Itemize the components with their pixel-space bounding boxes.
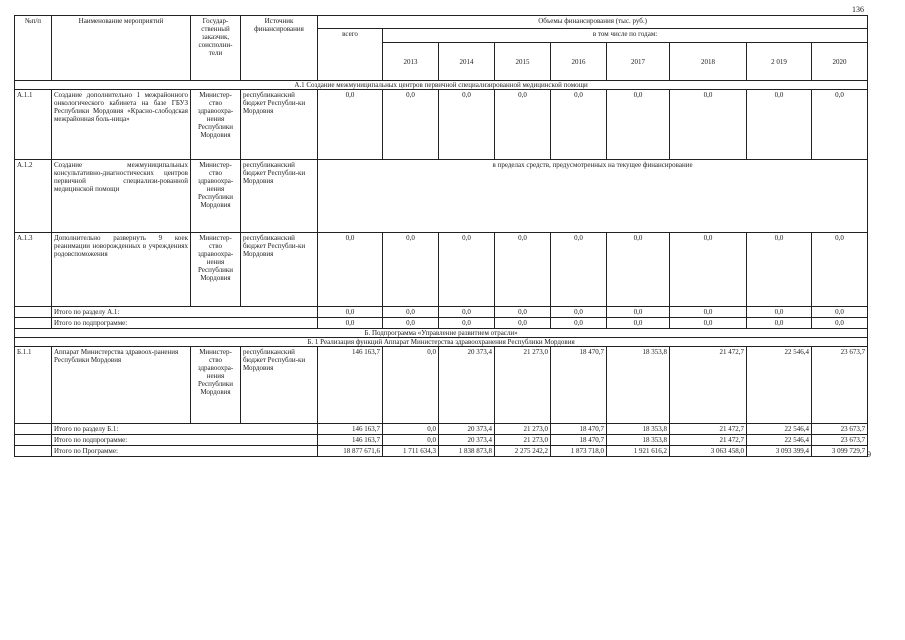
table-row [15,160,868,233]
row-name: Создание дополнительно 1 межрайонного онкологического кабинета на базе ГБУЗ Республики Мордовия «Красно-слободская межрайонная боль-ница» [52,90,191,160]
value-cell: 23 673,7 [812,347,868,424]
total-value: 0,0 [383,435,439,446]
header-source: Источник финансирования [241,16,318,81]
row-customer: Министер-ство здравоохра-нения Республики Мордовия [191,233,241,307]
header-by-years: в том числе по годам: [383,29,868,43]
value-cell: 0,0 [670,233,747,307]
row-name: Аппарат Министерства здравоох-ранения Республики Мордовия [52,347,191,424]
table-row [15,233,868,307]
empty-cell [15,424,52,435]
total-value: 1 838 873,8 [439,446,495,457]
funding-note: в пределах средств, предусмотренных на текущее финансирование [318,160,868,233]
total-value: 0,0 [551,318,607,329]
value-cell: 0,0 [318,90,383,160]
row-customer: Министер-ство здравоохра-нения Республики Мордовия [191,347,241,424]
total-label: Итого по Программе: [52,446,318,457]
year-header: 2013 [383,43,439,81]
value-cell: 0,0 [439,90,495,160]
total-value: 22 546,4 [747,435,812,446]
value-cell: 0,0 [812,233,868,307]
value-cell: 0,0 [747,233,812,307]
total-value: 21 472,7 [670,424,747,435]
value-cell: 0,0 [607,233,670,307]
row-source: республиканский бюджет Республи-ки Мордовия [241,90,318,160]
total-value: 0,0 [318,318,383,329]
year-header: 2020 [812,43,868,81]
total-row [15,435,868,446]
empty-cell [15,307,52,318]
section-b1-title: Б. 1 Реализация функций Аппарат Министерства здравоохранения Республики Мордовия [15,338,868,347]
total-value: 23 673,7 [812,435,868,446]
value-cell: 0,0 [439,233,495,307]
total-value: 0,0 [383,318,439,329]
total-value: 3 063 458,0 [670,446,747,457]
total-value: 2 275 242,2 [495,446,551,457]
header-num: №п/п [15,16,52,81]
total-value: 0,0 [670,307,747,318]
total-value: 0,0 [607,307,670,318]
total-value: 146 163,7 [318,435,383,446]
total-value: 18 877 671,6 [318,446,383,457]
row-num: А.1.3 [15,233,52,307]
value-cell: 0,0 [812,90,868,160]
header-row-1 [15,16,868,29]
value-cell: 0,0 [495,90,551,160]
year-header: 2015 [495,43,551,81]
empty-cell [15,446,52,457]
value-cell: 0,0 [551,233,607,307]
grand-total-row [15,446,868,457]
total-value: 0,0 [383,424,439,435]
value-cell: 0,0 [607,90,670,160]
subprogram-b-title: Б. Подпрограмма «Управление развитием отрасли» [15,329,868,338]
total-value: 0,0 [383,307,439,318]
year-header: 2 019 [747,43,812,81]
total-value: 0,0 [747,307,812,318]
total-value: 18 470,7 [551,435,607,446]
total-value: 3 099 729,7 [812,446,868,457]
total-label: Итого по разделу Б.1: [52,424,318,435]
row-name: Создание межмуниципальных консультативно-диагностических центров первичной специализи-рованной медицинской помощи [52,160,191,233]
year-header: 2016 [551,43,607,81]
total-value: 20 373,4 [439,424,495,435]
value-cell: 20 373,4 [439,347,495,424]
value-cell: 0,0 [747,90,812,160]
total-label: Итого по подпрограмме: [52,318,318,329]
total-value: 0,0 [812,318,868,329]
total-value: 22 546,4 [747,424,812,435]
value-cell: 21 472,7 [670,347,747,424]
total-row [15,318,868,329]
financing-table [14,15,868,457]
value-cell: 18 353,8 [607,347,670,424]
value-cell: 22 546,4 [747,347,812,424]
page-number: 136 [852,5,864,14]
total-value: 18 470,7 [551,424,607,435]
empty-cell [15,318,52,329]
total-label: Итого по разделу А.1: [52,307,318,318]
value-cell: 0,0 [551,90,607,160]
value-cell: 0,0 [670,90,747,160]
year-header: 2018 [670,43,747,81]
table-row [15,90,868,160]
total-value: 0,0 [812,307,868,318]
total-value: 21 472,7 [670,435,747,446]
section-a1-title: А.1 Создание межмуниципальных центров первичной специализированной медицинской помощи [15,81,868,90]
header-total: всего [318,29,383,81]
value-cell: 0,0 [495,233,551,307]
header-customer: Государ-ственный заказчик, соисполни-тели [191,16,241,81]
value-cell: 0,0 [318,233,383,307]
total-row [15,424,868,435]
value-cell: 146 163,7 [318,347,383,424]
value-cell: 0,0 [383,90,439,160]
total-row [15,307,868,318]
row-customer: Министер-ство здравоохра-нения Республики Мордовия [191,160,241,233]
header-name: Наименование мероприятий [52,16,191,81]
total-value: 146 163,7 [318,424,383,435]
row-name: Дополнительно развернуть 9 коек реанимации новорожденных в учреждениях родовспоможения [52,233,191,307]
row-customer: Министер-ство здравоохра-нения Республики Мордовия [191,90,241,160]
section-heading-row [15,338,868,347]
year-header: 2017 [607,43,670,81]
value-cell: 0,0 [383,347,439,424]
header-volumes: Объемы финансирования (тыс. руб.) [318,16,868,29]
total-value: 1 873 718,0 [551,446,607,457]
value-cell: 18 470,7 [551,347,607,424]
row-source: республиканский бюджет Республи-ки Мордовия [241,160,318,233]
total-value: 0,0 [607,318,670,329]
total-value: 21 273,0 [495,435,551,446]
total-value: 21 273,0 [495,424,551,435]
row-source: республиканский бюджет Республи-ки Мордовия [241,233,318,307]
total-value: 18 353,8 [607,435,670,446]
section-heading-row [15,81,868,90]
total-value: 1 711 634,3 [383,446,439,457]
row-num: Б.1.1 [15,347,52,424]
total-value: 0,0 [318,307,383,318]
subprogram-heading-row [15,329,868,338]
year-header: 2014 [439,43,495,81]
total-value: 0,0 [439,307,495,318]
total-value: 3 093 399,4 [747,446,812,457]
total-value: 1 921 616,2 [607,446,670,457]
value-cell: 21 273,0 [495,347,551,424]
value-cell: 0,0 [383,233,439,307]
empty-cell [15,435,52,446]
row-source: республиканский бюджет Республи-ки Мордовия [241,347,318,424]
total-value: 0,0 [495,318,551,329]
total-value: 0,0 [747,318,812,329]
trailing-mark: 9 [867,450,871,459]
total-value: 0,0 [551,307,607,318]
row-num: А.1.1 [15,90,52,160]
row-num: А.1.2 [15,160,52,233]
total-value: 23 673,7 [812,424,868,435]
total-value: 20 373,4 [439,435,495,446]
table-row [15,347,868,424]
total-value: 0,0 [670,318,747,329]
total-label: Итого по подпрограмме: [52,435,318,446]
total-value: 0,0 [495,307,551,318]
total-value: 0,0 [439,318,495,329]
total-value: 18 353,8 [607,424,670,435]
